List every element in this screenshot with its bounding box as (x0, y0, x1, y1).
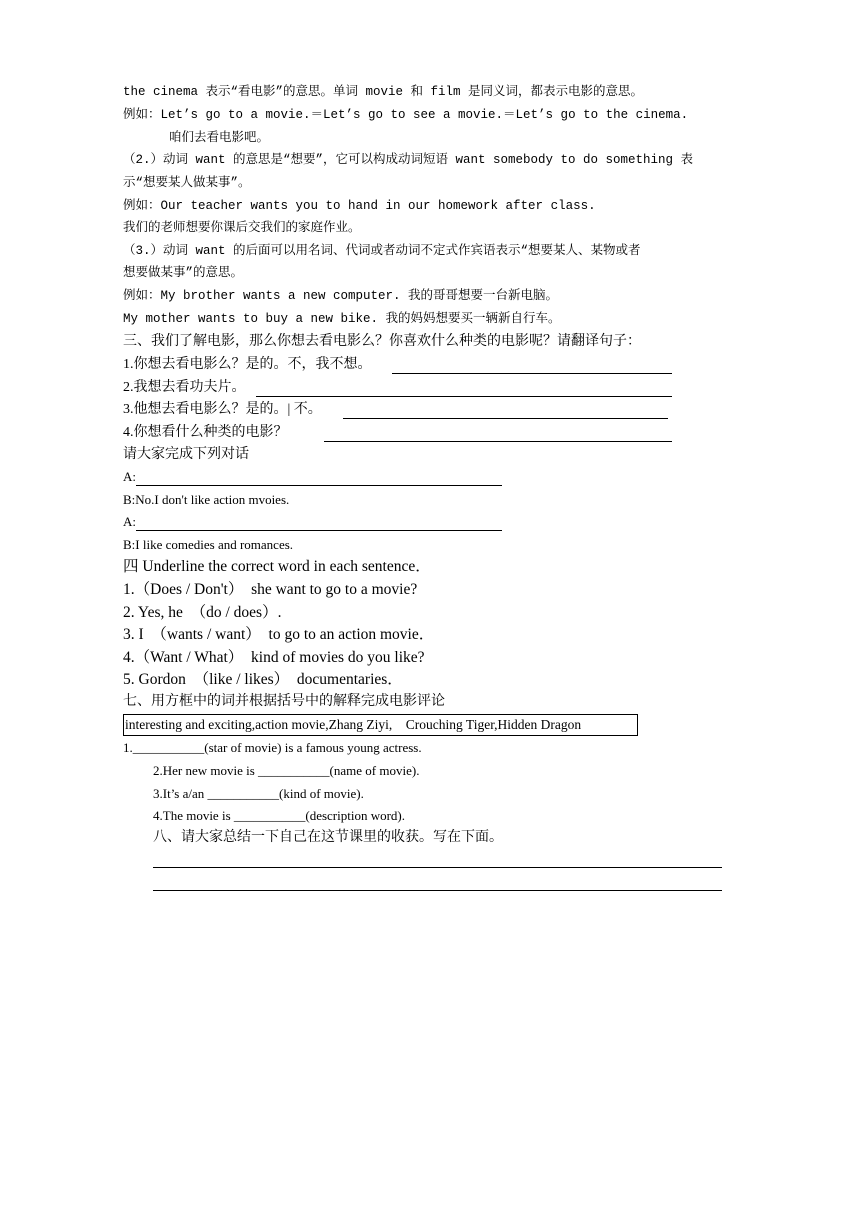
review-item-1: 1.___________(star of movie) is a famous young actress. (123, 740, 422, 755)
example-translation: 咱们去看电影吧。 (169, 131, 270, 145)
answer-line[interactable] (343, 418, 668, 419)
paragraph-line: （2.）动词 want 的意思是“想要”，它可以构成动词短语 want somebody to do something 表 (123, 153, 694, 167)
question-1: 1.你想去看电影么？是的。不，我不想。 (123, 357, 372, 372)
dialog-line-b: B:No.I don't like action mvoies. (123, 492, 290, 507)
summary-line[interactable] (153, 867, 722, 868)
example-translation: 我们的老师想要你课后交我们的家庭作业。 (123, 221, 361, 235)
paragraph-line: 示“想要某人做某事”。 (123, 176, 251, 190)
dialog-line-b: B:I like comedies and romances. (123, 537, 294, 552)
review-item-2: 2.Her new movie is ___________(name of movie). (153, 763, 420, 778)
dialog-title: 请大家完成下列对话 (123, 447, 249, 462)
question-2: 2.我想去看功夫片。 (123, 380, 246, 395)
word-box: interesting and exciting,action movie,Zhang Ziyi, Crouching Tiger,Hidden Dragon (123, 714, 638, 736)
choice-sentence-5: 5. Gordon （like / likes） documentaries． (123, 671, 403, 688)
choice-sentence-2: 2. Yes, he （do / does）. (123, 604, 282, 621)
answer-line[interactable] (256, 396, 672, 397)
section-8-title: 八、请大家总结一下自己在这节课里的收获。写在下面。 (153, 830, 503, 845)
paragraph-line: （3.）动词 want 的后面可以用名词、代词或者动词不定式作宾语表示“想要某人、某物或者 (123, 244, 641, 258)
review-item-3: 3.It’s a/an ___________(kind of movie). (153, 786, 364, 801)
example-line: 例如：Let’s go to a movie.＝Let’s go to see a movie.＝Let’s go to the cinema. (123, 108, 689, 122)
summary-line[interactable] (153, 890, 722, 891)
paragraph-line: 想要做某事”的意思。 (123, 266, 244, 280)
answer-line[interactable] (392, 373, 672, 374)
dialog-answer-line[interactable] (136, 530, 502, 531)
question-3: 3.他想去看电影么？是的。| 不。 (123, 402, 322, 417)
section-7-title: 七、用方框中的词并根据括号中的解释完成电影评论 (123, 694, 445, 709)
review-item-4: 4.The movie is ___________(description word). (153, 808, 406, 823)
section-3-title: 三、我们了解电影，那么你想去看电影么？你喜欢什么种类的电影呢？请翻译句子： (123, 334, 641, 349)
dialog-speaker-a: A: (123, 514, 136, 529)
question-4: 4.你想看什么种类的电影？ (123, 425, 288, 440)
example-line: 例如：My brother wants a new computer. 我的哥哥想要一台新电脑。 (123, 289, 559, 303)
paragraph-line: the cinema 表示“看电影”的意思。单词 movie 和 film 是同义词，都表示电影的意思。 (123, 85, 644, 99)
dialog-answer-line[interactable] (136, 485, 502, 486)
example-line: 例如：Our teacher wants you to hand in our homework after class. (123, 199, 596, 213)
choice-sentence-4: 4.（Want / What） kind of movies do you like? (123, 649, 425, 666)
dialog-speaker-a: A: (123, 469, 136, 484)
example-line: My mother wants to buy a new bike. 我的妈妈想要买一辆新自行车。 (123, 312, 561, 326)
choice-sentence-1: 1.（Does / Don't） she want to go to a movie? (123, 581, 418, 598)
choice-sentence-3: 3. I （wants / want） to go to an action movie． (123, 626, 435, 643)
answer-line[interactable] (324, 441, 672, 442)
section-4-title: 四 Underline the correct word in each sentence． (123, 558, 431, 575)
